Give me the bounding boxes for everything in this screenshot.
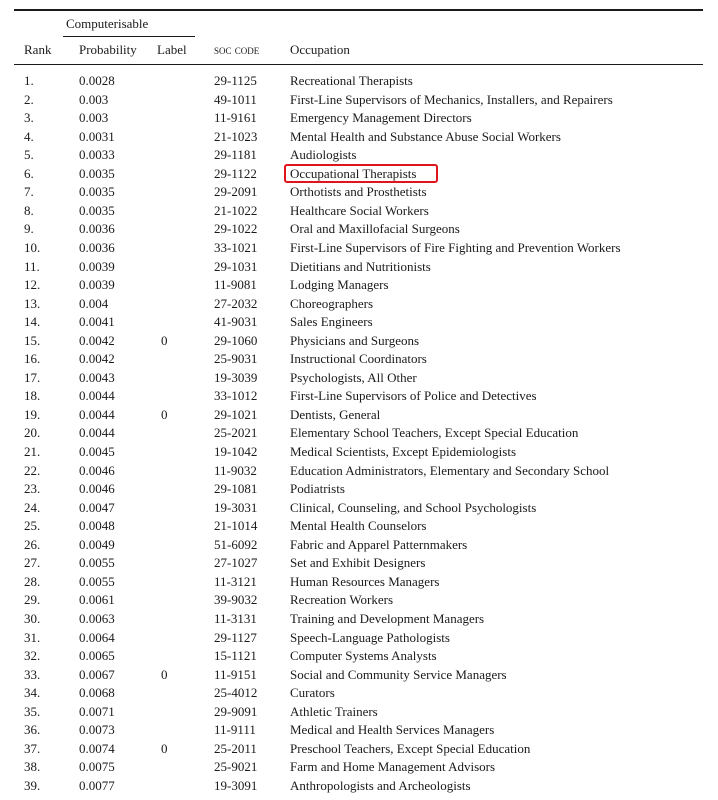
table-row (0, 610, 718, 629)
probability-cell: 0.0044 (79, 425, 115, 441)
soc-code-cell: 11-9081 (214, 277, 257, 293)
soc-code-cell: 29-1122 (214, 165, 257, 181)
probability-cell: 0.0046 (79, 462, 115, 478)
table-row (0, 666, 718, 685)
occupation-cell: Social and Community Service Managers (290, 666, 507, 682)
occupation-cell: Oral and Maxillofacial Surgeons (290, 221, 460, 237)
table-row (0, 146, 718, 165)
probability-cell: 0.0075 (79, 759, 115, 775)
probability-column-header: Probability (79, 42, 137, 57)
rank-cell: 33. (24, 666, 41, 682)
probability-cell: 0.0035 (79, 165, 115, 181)
occupation-column-header: Occupation (290, 42, 350, 57)
rank-cell: 1. (24, 73, 34, 88)
table-row (0, 758, 718, 777)
soc-code-cell: 33-1012 (214, 388, 258, 404)
soc-code-cell: 29-1022 (214, 221, 258, 237)
rank-cell: 31. (24, 629, 41, 645)
table-row (0, 647, 718, 666)
soc-code-cell: 11-3131 (214, 610, 257, 626)
soc-code-cell: 15-1121 (214, 648, 257, 664)
soc-code-cell: 33-1021 (214, 239, 258, 255)
soc-code-cell: 25-2011 (214, 740, 257, 756)
probability-cell: 0.0071 (79, 703, 115, 719)
probability-cell: 0.003 (79, 110, 109, 126)
rank-cell: 13. (24, 295, 41, 311)
soc-code-cell: 51-6092 (214, 536, 258, 552)
header-rule (14, 64, 703, 65)
probability-cell: 0.0041 (79, 314, 115, 330)
soc-code-column-header: soc code (214, 42, 260, 57)
table-row (0, 443, 718, 462)
rank-cell: 34. (24, 685, 41, 701)
label-cell: 0 (161, 666, 168, 682)
rank-cell: 25. (24, 518, 41, 534)
probability-cell: 0.0036 (79, 239, 115, 255)
rank-cell: 39. (24, 777, 41, 793)
occupation-cell: Medical and Health Services Managers (290, 722, 495, 738)
soc-code-cell: 21-1014 (214, 518, 258, 534)
soc-code-cell: 29-1060 (214, 332, 258, 348)
probability-cell: 0.0073 (79, 722, 115, 738)
rank-cell: 36. (24, 722, 41, 738)
soc-code-cell: 19-1042 (214, 444, 258, 459)
probability-cell: 0.0074 (79, 740, 115, 756)
table-row (0, 462, 718, 481)
rank-cell: 30. (24, 610, 41, 626)
probability-cell: 0.0049 (79, 536, 115, 552)
rank-cell: 28. (24, 573, 41, 589)
probability-cell: 0.0055 (79, 555, 115, 571)
soc-code-cell: 11-9151 (214, 666, 257, 682)
soc-code-cell: 29-2091 (214, 184, 258, 200)
soc-code-cell: 19-3091 (214, 777, 258, 793)
label-cell: 0 (161, 740, 168, 756)
table-row (0, 128, 718, 147)
probability-cell: 0.004 (79, 295, 109, 311)
soc-code-cell: 25-4012 (214, 685, 258, 701)
occupation-cell: Set and Exhibit Designers (290, 555, 426, 571)
rank-cell: 35. (24, 703, 41, 719)
occupation-cell: Recreational Therapists (290, 73, 413, 88)
rank-cell: 27. (24, 555, 41, 571)
rank-cell: 16. (24, 351, 41, 367)
probability-cell: 0.0039 (79, 258, 115, 274)
occupation-cell: Podiatrists (290, 481, 345, 497)
table-row (0, 295, 718, 314)
occupation-cell: Speech-Language Pathologists (290, 629, 450, 645)
probability-cell: 0.0039 (79, 277, 115, 293)
rank-cell: 26. (24, 536, 41, 552)
occupation-cell: Physicians and Surgeons (290, 332, 420, 348)
occupation-cell: Computer Systems Analysts (290, 648, 437, 664)
probability-cell: 0.0036 (79, 221, 115, 237)
soc-code-cell: 29-1081 (214, 481, 258, 497)
probability-cell: 0.0068 (79, 685, 115, 701)
rank-cell: 24. (24, 499, 41, 515)
occupation-cell: Psychologists, All Other (290, 369, 417, 385)
table-row (0, 387, 718, 406)
rank-cell: 37. (24, 740, 41, 756)
occupation-cell: Anthropologists and Archeologists (290, 777, 471, 793)
computerisable-group-header: Computerisable (66, 16, 149, 31)
rank-cell: 20. (24, 425, 41, 441)
rank-cell: 23. (24, 481, 41, 497)
occupation-cell: Instructional Coordinators (290, 351, 427, 367)
probability-cell: 0.0028 (79, 73, 115, 88)
occupation-cell: Orthotists and Prosthetists (290, 184, 427, 200)
soc-code-cell: 29-1181 (214, 147, 257, 163)
probability-cell: 0.0035 (79, 202, 115, 218)
table-row (0, 740, 718, 759)
rank-cell: 29. (24, 592, 41, 608)
occupation-cell: Emergency Management Directors (290, 110, 472, 126)
probability-cell: 0.003 (79, 91, 109, 107)
rank-cell: 15. (24, 332, 41, 348)
soc-code-cell: 41-9031 (214, 314, 258, 330)
soc-code-cell: 21-1022 (214, 202, 258, 218)
soc-code-cell: 29-1127 (214, 629, 257, 645)
probability-cell: 0.0031 (79, 128, 115, 144)
rank-cell: 10. (24, 239, 41, 255)
table-row (0, 703, 718, 722)
occupation-cell: Clinical, Counseling, and School Psychologists (290, 499, 537, 515)
rank-cell: 38. (24, 759, 41, 775)
table-row (0, 239, 718, 258)
probability-cell: 0.0043 (79, 369, 115, 385)
table-row (0, 777, 718, 796)
label-column-header: Label (157, 42, 187, 57)
occupation-cell: Lodging Managers (290, 277, 389, 293)
probability-cell: 0.0044 (79, 388, 115, 404)
table-row (0, 369, 718, 388)
soc-code-cell: 27-2032 (214, 295, 258, 311)
table-row (0, 406, 718, 425)
table-row (0, 684, 718, 703)
occupation-cell: Choreographers (290, 295, 374, 311)
probability-cell: 0.0064 (79, 629, 115, 645)
probability-cell: 0.0047 (79, 499, 115, 515)
occupation-cell: Curators (290, 685, 335, 701)
occupation-cell: Audiologists (290, 147, 357, 163)
occupation-cell: Human Resources Managers (290, 573, 440, 589)
occupation-cell: Dentists, General (290, 406, 381, 422)
occupation-cell: First-Line Supervisors of Mechanics, Installers, and Repairers (290, 91, 613, 107)
occupation-cell: Mental Health and Substance Abuse Social Workers (290, 128, 561, 144)
soc-code-cell: 25-9021 (214, 759, 258, 775)
rank-cell: 9. (24, 221, 34, 237)
rank-column-header: Rank (24, 42, 52, 57)
probability-cell: 0.0063 (79, 610, 115, 626)
soc-code-cell: 39-9032 (214, 592, 258, 608)
probability-cell: 0.0048 (79, 518, 115, 534)
rank-cell: 32. (24, 648, 41, 664)
table-row (0, 554, 718, 573)
soc-code-cell: 25-2021 (214, 425, 258, 441)
occupation-cell: Farm and Home Management Advisors (290, 759, 496, 775)
table-row (0, 517, 718, 536)
rank-cell: 12. (24, 277, 41, 293)
rank-cell: 7. (24, 184, 34, 200)
occupation-cell: Dietitians and Nutritionists (290, 258, 431, 274)
table-row (0, 276, 718, 295)
table-row (0, 220, 718, 239)
probability-cell: 0.0042 (79, 332, 115, 348)
occupation-cell: First-Line Supervisors of Fire Fighting and Prevention Workers (290, 239, 621, 255)
soc-code-cell: 29-1031 (214, 258, 258, 274)
probability-cell: 0.0035 (79, 184, 115, 200)
table-row (0, 536, 718, 555)
table-row (0, 721, 718, 740)
table-top-rule (14, 9, 703, 11)
rank-cell: 4. (24, 128, 34, 144)
table-row (0, 424, 718, 443)
probability-cell: 0.0042 (79, 351, 115, 367)
label-cell: 0 (161, 406, 168, 422)
soc-code-cell: 27-1027 (214, 555, 258, 571)
rank-cell: 14. (24, 314, 41, 330)
probability-cell: 0.0061 (79, 592, 115, 608)
probability-cell: 0.0065 (79, 648, 115, 664)
soc-code-cell: 19-3039 (214, 369, 258, 385)
table-row (0, 332, 718, 351)
rank-cell: 11. (24, 258, 40, 274)
rank-cell: 6. (24, 165, 34, 181)
rank-cell: 8. (24, 202, 34, 218)
occupation-cell: Sales Engineers (290, 314, 373, 330)
rank-cell: 2. (24, 91, 34, 107)
occupation-cell: Preschool Teachers, Except Special Education (290, 740, 531, 756)
soc-code-cell: 19-3031 (214, 499, 258, 515)
occupation-cell: Athletic Trainers (290, 703, 378, 719)
rank-cell: 22. (24, 462, 41, 478)
rank-cell: 19. (24, 406, 41, 422)
occupation-cell: Medical Scientists, Except Epidemiologists (290, 444, 517, 459)
soc-code-cell: 11-9161 (214, 110, 257, 126)
rank-cell: 17. (24, 369, 41, 385)
table-row (0, 313, 718, 332)
rank-cell: 3. (24, 110, 34, 126)
table-row (0, 258, 718, 277)
table-row (0, 202, 718, 221)
table-row (0, 573, 718, 592)
rank-cell: 18. (24, 388, 41, 404)
table-row (0, 72, 718, 91)
occupation-cell: Fabric and Apparel Patternmakers (290, 536, 468, 552)
soc-code-cell: 11-9111 (214, 722, 256, 738)
occupation-cell: Training and Development Managers (290, 610, 485, 626)
table-row (0, 350, 718, 369)
soc-code-cell: 21-1023 (214, 128, 258, 144)
probability-cell: 0.0045 (79, 444, 115, 459)
occupation-cell: Recreation Workers (290, 592, 394, 608)
soc-code-cell: 49-1011 (214, 91, 257, 107)
label-cell: 0 (161, 332, 168, 348)
table-row (0, 591, 718, 610)
occupation-cell: Elementary School Teachers, Except Special Education (290, 425, 579, 441)
soc-code-cell: 29-1021 (214, 406, 258, 422)
rank-cell: 21. (24, 444, 41, 459)
table-row (0, 480, 718, 499)
table-row (0, 629, 718, 648)
soc-code-cell: 25-9031 (214, 351, 258, 367)
soc-code-cell: 11-9032 (214, 462, 257, 478)
probability-cell: 0.0046 (79, 481, 115, 497)
occupation-cell: Mental Health Counselors (290, 518, 427, 534)
occupation-cell: Education Administrators, Elementary and Secondary School (290, 462, 610, 478)
probability-cell: 0.0055 (79, 573, 115, 589)
table-row (0, 183, 718, 202)
occupation-cell: First-Line Supervisors of Police and Detectives (290, 388, 537, 404)
occupation-cell: Occupational Therapists (290, 165, 417, 181)
probability-cell: 0.0067 (79, 666, 115, 682)
soc-code-cell: 29-1125 (214, 73, 257, 88)
soc-code-cell: 29-9091 (214, 703, 258, 719)
probability-cell: 0.0044 (79, 406, 115, 422)
table-row (0, 165, 718, 184)
probability-cell: 0.0077 (79, 777, 115, 793)
occupation-cell: Healthcare Social Workers (290, 202, 429, 218)
probability-cell: 0.0033 (79, 147, 115, 163)
table-row (0, 109, 718, 128)
group-header-rule (63, 36, 195, 37)
soc-code-cell: 11-3121 (214, 573, 257, 589)
table-row (0, 499, 718, 518)
rank-cell: 5. (24, 147, 34, 163)
table-row (0, 91, 718, 110)
